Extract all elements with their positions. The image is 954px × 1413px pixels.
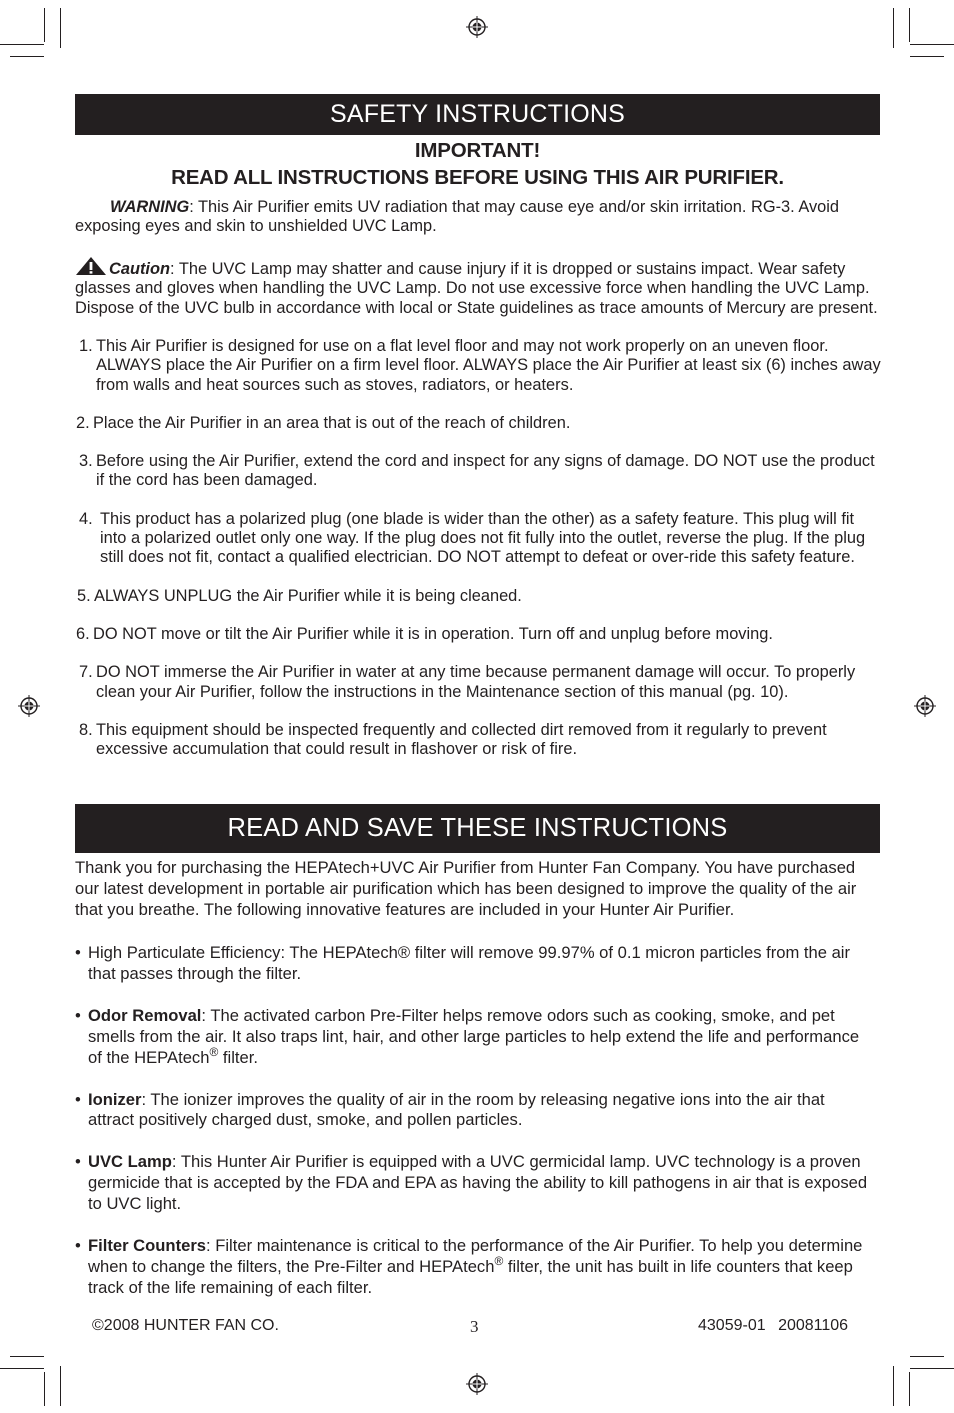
feature-text: filter. [218, 1047, 258, 1067]
list-item [79, 510, 885, 568]
list-item-number: 4. [79, 509, 93, 528]
list-item-number: 8. [79, 720, 93, 739]
crop-mark [909, 8, 910, 42]
list-item [79, 663, 885, 702]
list-item-text: DO NOT immerse the Air Purifier in water at any time because permanent damage will occur. To properly clean your Air Purifier, follow the instructions in the Maintenance section of this manual (pg. 10). [96, 663, 856, 701]
bullet: • [75, 1089, 81, 1109]
list-item-number: 6. [76, 624, 90, 643]
read-all-heading: READ ALL INSTRUCTIONS BEFORE USING THIS AIR PURIFIER. [171, 166, 784, 189]
list-item [75, 1236, 875, 1299]
feature-label: Ionizer [88, 1089, 142, 1109]
list-item [75, 943, 875, 985]
warning-triangle-icon [75, 256, 107, 276]
crop-mark [10, 1356, 44, 1357]
registration-target-icon [466, 16, 488, 38]
bullet: • [75, 1005, 81, 1025]
crop-mark [44, 8, 45, 42]
warning-text: : This Air Purifier emits UV radiation that may cause eye and/or skin irritation. RG-3. Avoid exposing eyes and skin to unshielded UVC Lamp. [75, 198, 840, 236]
list-item [75, 1090, 875, 1132]
crop-mark [60, 8, 61, 48]
features-list [75, 943, 875, 1320]
feature-label: UVC Lamp [88, 1152, 172, 1172]
list-item-text: Place the Air Purifier in an area that is out of the reach of children. [93, 413, 571, 432]
list-item [79, 452, 885, 491]
feature-text: filter, the unit has built in life counters that keep track of the life remaining of each filter. [88, 1256, 853, 1297]
crop-mark [909, 1372, 910, 1406]
crop-mark [893, 1366, 894, 1406]
important-heading: IMPORTANT! [414, 139, 541, 162]
read-and-save-banner: READ AND SAVE THESE INSTRUCTIONS [75, 804, 880, 853]
feature-label: Filter Counters [88, 1236, 207, 1256]
crop-mark [0, 1368, 44, 1369]
bullet: • [75, 1152, 81, 1172]
crop-mark [60, 1366, 61, 1406]
list-item [77, 587, 883, 606]
crop-mark [10, 56, 44, 57]
bullet: • [75, 1236, 81, 1256]
list-item-number: 1. [79, 337, 93, 355]
list-item-text: This Air Purifier is designed for use on a flat level floor and may not work properly on an uneven floor. ALWAYS place the Air Purifier on a firm level floor. ALWAYS place the Air Purifier at least six (6) inches away from walls and heat sources such as stoves, radiators, or heaters. [96, 337, 881, 394]
feature-text: High Particulate Efficiency: The HEPAtech® filter will remove 99.97% of 0.1 micron particles from the air that passes through the filter. [88, 943, 851, 983]
list-item [79, 721, 885, 760]
safety-instructions-banner: SAFETY INSTRUCTIONS [75, 94, 880, 135]
list-item-number: 3. [79, 452, 93, 471]
document-code: 43059-01 20081106 [698, 1317, 849, 1334]
registered-mark: ® [494, 1253, 504, 1268]
list-item [76, 414, 882, 433]
list-item-text: DO NOT move or tilt the Air Purifier while it is in operation. Turn off and unplug before moving. [93, 624, 773, 643]
list-item-text: Before using the Air Purifier, extend the cord and inspect for any signs of damage. DO NOT use the product if the cord has been damaged. [96, 452, 875, 490]
list-item-number: 5. [77, 586, 91, 605]
list-item [79, 337, 885, 395]
feature-label: Odor Removal [88, 1005, 202, 1025]
warning-label: WARNING [110, 198, 190, 216]
caution-label: Caution [109, 260, 171, 278]
feature-text: : The activated carbon Pre-Filter helps remove odors such as cooking, smoke, and pet smells from the air. It also traps lint, hair, and other large particles to help extend the life and performance of the HEPAtech [88, 1005, 860, 1067]
feature-text: : Filter maintenance is critical to the performance of the Air Purifier. To help you determine when to change the filters, the Pre-Filter and HEPAtech [88, 1236, 863, 1276]
crop-mark [44, 1372, 45, 1406]
crop-mark [910, 1356, 944, 1357]
bullet: • [75, 943, 81, 962]
copyright-text: ©2008 HUNTER FAN CO. [92, 1317, 279, 1334]
crop-mark [910, 1368, 954, 1369]
intro-paragraph: Thank you for purchasing the HEPAtech+UVC Air Purifier from Hunter Fan Company. You have purchased our latest development in portable air purification which has been designed to improve the quality of the air that you breathe. The following innovative features are included in your Hunter Air Purifier. [75, 858, 857, 919]
registration-target-icon [914, 695, 936, 717]
crop-mark [910, 56, 944, 57]
list-item-text: ALWAYS UNPLUG the Air Purifier while it is being cleaned. [94, 586, 522, 605]
page-number: 3 [470, 1317, 479, 1336]
list-item-number: 7. [79, 663, 93, 682]
feature-text: : The ionizer improves the quality of air in the room by releasing negative ions into the air that attract positively charged dust, smoke, and pollen particles. [88, 1089, 825, 1130]
list-item-text: This equipment should be inspected frequently and collected dirt removed from it regularly to prevent excessive accumulation that could result in flashover or risk of fire. [96, 720, 827, 759]
crop-mark [0, 44, 44, 45]
list-item-number: 2. [76, 413, 90, 432]
feature-text: : This Hunter Air Purifier is equipped with a UVC germicidal lamp. UVC technology is a proven germicide that is accepted by the FDA and EPA as having the ability to kill pathogens in air that is exposed to UVC light. [88, 1152, 868, 1214]
warning-paragraph [75, 198, 885, 237]
safety-rules-list [76, 337, 885, 778]
list-item [75, 1006, 875, 1069]
registration-target-icon [18, 695, 40, 717]
caution-text: : The UVC Lamp may shatter and cause injury if it is dropped or sustains impact. Wear safety glasses and gloves when handling the UVC Lamp. Do not use excessive force when handling the UVC Lamp. Dispose of the UVC bulb in accordance with local or State guidelines as trace amounts of Mercury are present. [75, 260, 878, 317]
registration-target-icon [466, 1373, 488, 1395]
list-item [75, 1152, 875, 1215]
crop-mark [910, 44, 954, 45]
list-item [76, 625, 882, 644]
crop-mark [893, 8, 894, 48]
list-item-text: This product has a polarized plug (one blade is wider than the other) as a safety feature. This plug will fit into a polarized outlet only one way. If the plug does not fit fully into the outlet, reverse the plug. If the plug still does not fit, contact a qualified electrician. DO NOT attempt to defeat or over-ride this safety feature. [100, 509, 866, 567]
registered-mark: ® [209, 1044, 219, 1059]
caution-paragraph [75, 256, 885, 318]
